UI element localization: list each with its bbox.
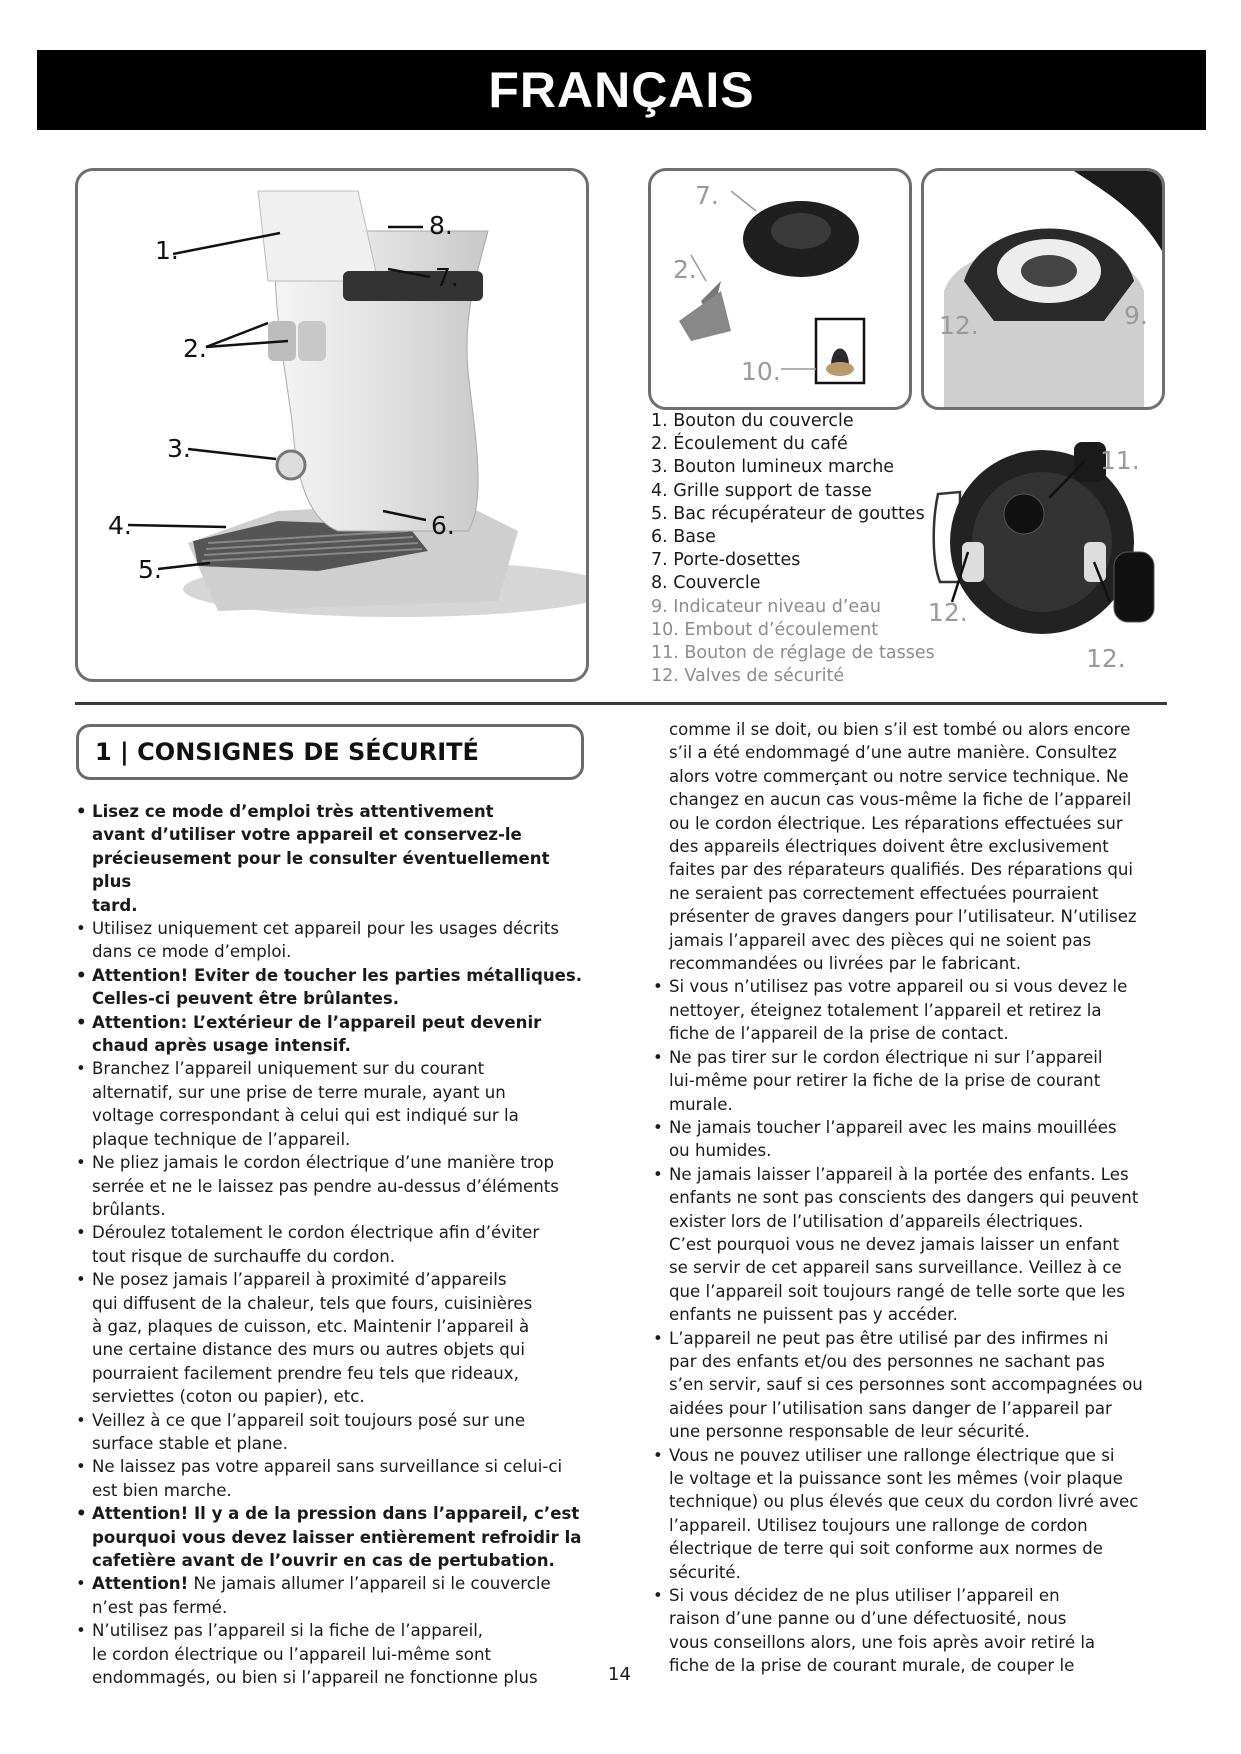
legend-item: 2. Écoulement du café: [651, 434, 848, 455]
parts-legend: [651, 410, 935, 688]
list-item: • Ne pas tirer sur le cordon électrique ni sur l’appareil lui-même pour retirer la fiche de la prise de courant murale.: [653, 1047, 1103, 1114]
legend-item: 5. Bac récupérateur de gouttes: [651, 503, 925, 524]
list-item: comme il se doit, ou bien s’il est tombé ou alors encore s’il a été endommagé d’une autre manière. Consultez alors votre commerçant ou notre service technique. Ne changez en aucun cas vous-même la fiche de l’appareil ou le cordon électrique. Les réparations effectuées sur des appareils électriques doivent être exclusivement faites par des réparateurs qualifiés. Des réparations qui ne seraient pas correctement effectuées pourraient présenter de graves dangers pour l’utilisateur. N’utilisez jamais l’appareil avec des pièces qui ne soient pas recommandées ou livrées par le fabricant.: [669, 720, 1137, 974]
list-item: • Ne pliez jamais le cordon électrique d’une manière trop serrée et ne le laissez pas pendre au-dessus d’éléments brûlants.: [76, 1153, 559, 1219]
list-item: • Ne laissez pas votre appareil sans surveillance si celui-ci est bien marche.: [76, 1457, 563, 1500]
legend-item: 9. Indicateur niveau d’eau: [651, 596, 882, 617]
callout-12-photo: 12.: [939, 311, 979, 340]
callout-6: 6.: [431, 511, 455, 540]
list-item: • Attention! Ne jamais allumer l’appareil si le couvercle n’est pas fermé.: [76, 1574, 551, 1617]
callout-5: 5.: [138, 555, 162, 584]
machine-figure: [75, 168, 589, 682]
safety-list-left: [74, 800, 594, 1689]
callout-10-pod: 10.: [741, 357, 781, 386]
callout-11-lid: 11.: [1100, 446, 1140, 475]
list-item: • Branchez l’appareil uniquement sur du courant alternatif, sur une prise de terre murale, ayant un voltage correspondant à celui qui est indiqué sur la plaque technique de l’appareil.: [76, 1059, 519, 1149]
callout-2-pod: 2.: [673, 255, 697, 284]
callout-3: 3.: [167, 434, 191, 463]
valve-photo-figure: [921, 168, 1165, 410]
list-item: • Veillez à ce que l’appareil soit toujours posé sur une surface stable et plane.: [76, 1410, 526, 1453]
legend-item: 8. Couvercle: [651, 573, 761, 594]
legend-item: 12. Valves de sécurité: [651, 666, 845, 687]
list-item: • Si vous n’utilisez pas votre appareil ou si vous devez le nettoyer, éteignez totalement l’appareil et retirez la fiche de l’appareil de la prise de contact.: [653, 977, 1128, 1044]
list-item: • Ne posez jamais l’appareil à proximité d’appareils qui diffusent de la chaleur, tels que fours, cuisinières à gaz, plaques de cuisson, etc. Maintenir l’appareil à une certaine distance des murs ou autres objets qui pourraient facilement prendre feu tels que rideaux, serviettes (coton ou papier), etc.: [76, 1270, 533, 1407]
list-item: • Vous ne pouvez utiliser une rallonge électrique que si le voltage et la puissance sont les mêmes (voir plaque technique) ou plus élevés que ceux du cordon livré avec l’appareil. Utilisez toujours une rallonge de cordon électrique de terre qui soit conforme aux normes de sécurité.: [653, 1445, 1139, 1582]
section-heading: 1 | CONSIGNES DE SÉCURITÉ: [76, 724, 584, 780]
callout-1: 1.: [155, 236, 179, 265]
page-number: 14: [608, 1664, 631, 1685]
callout-7-pod: 7.: [695, 181, 719, 210]
legend-item: 7. Porte-dosettes: [651, 550, 801, 571]
list-item: • Ne jamais toucher l’appareil avec les mains mouillées ou humides.: [653, 1117, 1117, 1161]
list-item: • Lisez ce mode d’emploi très attentivement avant d’utiliser votre appareil et conservez-le précieusement pour le consulter éventuellement plus tard.: [76, 802, 550, 915]
list-item: • Utilisez uniquement cet appareil pour les usages décrits dans ce mode d’emploi.: [76, 919, 560, 962]
lid-top-figure: [924, 432, 1156, 670]
legend-item: 11. Bouton de réglage de tasses: [651, 643, 935, 664]
pod-holder-figure: [648, 168, 912, 410]
list-item: • N’utilisez pas l’appareil si la fiche de l’appareil, le cordon électrique ou l’appareil lui-même sont endommagés, ou bien si l’appareil ne fonctionne plus: [76, 1621, 538, 1688]
callout-8: 8.: [429, 211, 453, 240]
list-item: • L’appareil ne peut pas être utilisé par des infirmes ni par des enfants et/ou des personnes ne sachant pas s’en servir, sauf si ces personnes sont accompagnées ou aidées pour l’utilisation sans danger de l’appareil par une personne responsable de leur sécurité.: [653, 1328, 1143, 1442]
list-item: • Attention! Il y a de la pression dans l’appareil, c’est pourquoi vous devez laisser entièrement refroidir la cafetière avant de l’ouvrir en cas de pertubation.: [76, 1504, 582, 1570]
callout-7: 7.: [435, 263, 459, 292]
legend-item: 1. Bouton du couvercle: [651, 411, 854, 431]
valve-photo-illustration: [924, 171, 1162, 407]
legend-item: 4. Grille support de tasse: [651, 480, 872, 501]
list-item: • Attention! Eviter de toucher les parties métalliques. Celles-ci peuvent être brûlantes.: [76, 965, 583, 1009]
page-title: FRANÇAIS: [37, 50, 1206, 130]
callout-12-lid-left: 12.: [928, 598, 968, 627]
safety-list-right: [651, 718, 1171, 1678]
callout-4: 4.: [108, 511, 132, 540]
section-divider: [75, 702, 1167, 705]
list-item: • Déroulez totalement le cordon électrique afin d’éviter tout risque de surchauffe du cordon.: [76, 1223, 540, 1266]
list-item: • Ne jamais laisser l’appareil à la portée des enfants. Les enfants ne sont pas conscients des dangers qui peuvent exister lors de l’utilisation d’appareils électriques. C’est pourquoi vous ne devez jamais laisser un enfant se servir de cet appareil sans surveillance. Veillez à ce que l’appareil soit toujours rangé de telle sorte que les enfants ne puissent pas y accéder.: [653, 1164, 1139, 1325]
legend-item: 6. Base: [651, 527, 716, 548]
list-item: • Si vous décidez de ne plus utiliser l’appareil en raison d’une panne ou d’une défectuosité, nous vous conseillons alors, une fois après avoir retiré la fiche de la prise de courant murale, de couper le: [653, 1586, 1096, 1676]
callout-9-photo: 9.: [1124, 301, 1148, 330]
list-item: • Attention: L’extérieur de l’appareil peut devenir chaud après usage intensif.: [76, 1012, 542, 1056]
legend-item: 3. Bouton lumineux marche: [651, 457, 895, 478]
callout-2: 2.: [183, 334, 207, 363]
legend-item: 10. Embout d’écoulement: [651, 619, 879, 640]
callout-12-lid-right: 12.: [1086, 644, 1126, 670]
